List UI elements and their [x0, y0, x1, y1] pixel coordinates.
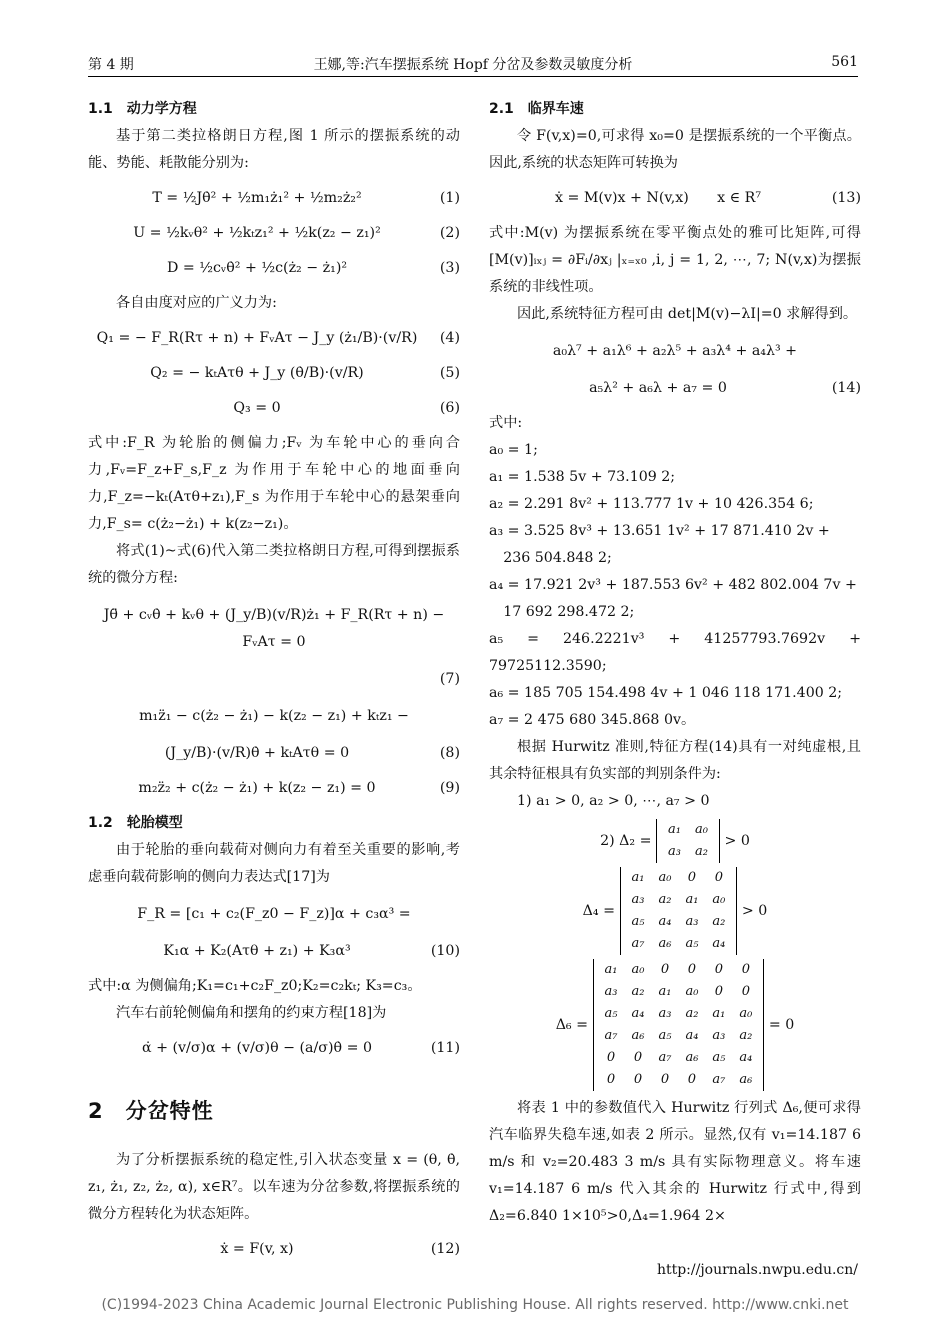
left-column: [88, 96, 460, 1271]
paragraph: 令 F(v,x)=0,可求得 x₀=0 是摆振系统的一个平衡点。因此,系统的状态矩阵可转换为: [489, 128, 861, 171]
equation-13: ẋ = M(v)x + N(v,x) x ∈ R⁷ (13): [554, 190, 861, 206]
paragraph: 式中:M(v) 为摆振系统在零平衡点处的雅可比矩阵,可得[M(v)]ᵢₓⱼ = ∂Fᵢ/∂xⱼ |ₓ₌ₓ₀ ,i, j = 1, 2, ⋯, 7; N(v,x)为摆振系统的非线性项。: [489, 225, 861, 295]
coefficient-line: a₆ = 185 705 154.498 4v + 1 046 118 171.400 2;: [489, 685, 843, 701]
equation-10-line1: F_R = [c₁ + c₂(F_z0 − F_z)]α + c₃α³ =: [137, 906, 411, 922]
copyright-notice: (C)1994-2023 China Academic Journal Electronic Publishing House. All rights reserved. http://www.cnki.net: [101, 1297, 849, 1313]
paragraph: 汽车右前轮侧偏角和摆角的约束方程[18]为: [116, 1005, 387, 1021]
issue-number: 第 4 期: [88, 57, 134, 73]
right-column: [489, 96, 861, 1230]
equation-3: D = ½cᵥθ̇² + ½c(ż₂ − ż₁)² (3): [166, 260, 460, 276]
equation-14-line2: a₅λ² + a₆λ + a₇ = 0 (14): [589, 380, 861, 396]
equation-8-line2: (J_y/B)·(v/R)θ̇ + kₜAτθ = 0 (8): [164, 745, 460, 761]
equation-7: Jθ̈ + cᵥθ̇ + kᵥθ + (J_y/B)(v/R)ż₁ + F_R(Rτ + n) − FᵥAτ = 0: [103, 607, 445, 650]
paragraph: 基于第二类拉格朗日方程,图 1 所示的摆振系统的动能、势能、耗散能分别为:: [88, 128, 460, 171]
equation-12: ẋ = F(v, x) (12): [220, 1241, 460, 1257]
paragraph: 式中:: [489, 415, 523, 431]
determinant-delta4: Δ₄ = a₁ a₀ 0 0 a₃ a₂ a₁ a₀ a₅ a₄ a₃ a₂ a₇ a₆ a₅ a₄ > 0: [489, 867, 861, 955]
paragraph: 为了分析摆振系统的稳定性,引入状态变量 x = (θ, θ̇, z₁, ż₁, z₂, ż₂, α), x∈R⁷。以车速为分岔参数,将摆振系统的微分方程转化为状态矩阵。: [88, 1152, 460, 1222]
equation-2: U = ½kᵥθ² + ½kₜz₁² + ½k(z₂ − z₁)² (2): [133, 225, 460, 241]
paragraph: 根据 Hurwitz 准则,特征方程(14)具有一对纯虚根,且其余特征根具有负实部的判别条件为:: [489, 739, 861, 782]
paragraph: 式中:α 为侧偏角;K₁=c₁+c₂F_z0;K₂=c₂kₜ; K₃=c₃。: [88, 978, 422, 994]
paragraph: 式中:F_R 为轮胎的侧偏力;Fᵥ 为车轮中心的垂向合力,Fᵥ=F_z+F_s,F_z 为作用于车轮中心的地面垂向力,F_z=−kₜ(Aτθ+z₁),F_s 为作用于车轮中心的悬架垂向力,F_s= c(ż₂−ż₁) + k(z₂−z₁)。: [88, 435, 460, 532]
coefficient-line: 17 692 298.472 2;: [489, 604, 635, 620]
equation-8-line1: m₁z̈₁ − c(ż₂ − ż₁) − k(z₂ − z₁) + kₜz₁ −: [139, 708, 409, 724]
coefficient-line: a₂ = 2.291 8v² + 113.777 1v + 10 426.354 6;: [489, 496, 814, 512]
section-heading-1-1: 1.1 动力学方程: [88, 101, 197, 117]
paragraph: 将表 1 中的参数值代入 Hurwitz 行列式 Δ₆,便可求得汽车临界失稳车速,如表 2 所示。显然,仅有 v₁=14.187 6 m/s 和 v₂=20.483 3 m/s 具有实际物理意义。将车速 v₁=14.187 6 m/s 代入其余的 Hurwitz 行式中,得到 Δ₂=6.840 1×10⁵>0,Δ₄=1.964 2×: [489, 1100, 861, 1224]
equation-6: Q₃ = 0 (6): [233, 400, 460, 416]
section-heading-1-2: 1.2 轮胎模型: [88, 815, 183, 831]
determinant-delta6: Δ₆ = a₁ a₀ 0 0 0 0 a₃ a₂ a₁ a₀ 0 0 a₅ a₄ a₃ a₂ a₁ a₀ a₇ a₆ a₅ a₄ a₃ a₂ 0 0 a₇ a₆ a₅ a₄ 0 0 0 0 a₇ a₆ = 0: [489, 959, 861, 1091]
running-title: 王娜,等:汽车摆振系统 Hopf 分岔及参数灵敏度分析: [313, 57, 633, 73]
coefficient-line: a₁ = 1.538 5v + 73.109 2;: [489, 469, 676, 485]
paragraph: 因此,系统特征方程可由 det|M(v)−λI|=0 求解得到。: [517, 306, 858, 322]
paragraph: 由于轮胎的垂向载荷对侧向力有着至关重要的影响,考虑垂向载荷影响的侧向力表达式[17]为: [88, 842, 460, 885]
equation-1: T = ½Jθ̇² + ½m₁ż₁² + ½m₂ż₂² (1): [152, 190, 460, 206]
paragraph: 各自由度对应的广义力为:: [116, 295, 277, 311]
equation-10-line2: K₁α + K₂(Aτθ + z₁) + K₃α³ (10): [163, 943, 460, 959]
page-number: 561: [831, 54, 858, 70]
running-header: [88, 50, 858, 77]
paragraph: 将式(1)~式(6)代入第二类拉格朗日方程,可得到摆振系统的微分方程:: [88, 543, 460, 586]
equation-11: α̇ + (v/σ)α + (v/σ)θ − (a/σ)θ̇ = 0 (11): [142, 1040, 460, 1056]
equation-4: Q₁ = − F_R(Rτ + n) + FᵥAτ − J_y (ż₁/B)·(v/R) (4): [96, 330, 460, 346]
coefficient-line: a₅ = 246.2221v³ + 41257793.7692v + 79725112.3590;: [489, 631, 861, 674]
coefficient-line: a₃ = 3.525 8v³ + 13.651 1v² + 17 871.410 2v +: [489, 523, 830, 539]
equation-5: Q₂ = − kₜAτθ + J_y (θ̇/B)·(v/R) (5): [150, 365, 460, 381]
coefficient-list: [489, 437, 861, 734]
coefficient-line: a₄ = 17.921 2v³ + 187.553 6v² + 482 802.004 7v +: [489, 577, 857, 593]
section-heading-2: 2 分岔特性: [88, 1099, 214, 1123]
coefficient-line: 236 504.848 2;: [489, 550, 612, 566]
equation-14-line1: a₀λ⁷ + a₁λ⁶ + a₂λ⁵ + a₃λ⁴ + a₄λ³ +: [552, 343, 798, 359]
section-heading-2-1: 2.1 临界车速: [489, 101, 584, 117]
equation-number: (7): [439, 671, 460, 687]
hurwitz-condition-1: 1) a₁ > 0, a₂ > 0, ⋯, a₇ > 0: [517, 793, 710, 809]
coefficient-line: a₇ = 2 475 680 345.868 0v。: [489, 712, 696, 728]
equation-9: m₂z̈₂ + c(ż₂ − ż₁) + k(z₂ − z₁) = 0 (9): [138, 780, 460, 796]
determinant-delta2: 2) Δ₂ = a₁ a₀ a₃ a₂ > 0: [489, 819, 861, 863]
journal-url: http://journals.nwpu.edu.cn/: [656, 1262, 858, 1278]
coefficient-line: a₀ = 1;: [489, 442, 538, 458]
